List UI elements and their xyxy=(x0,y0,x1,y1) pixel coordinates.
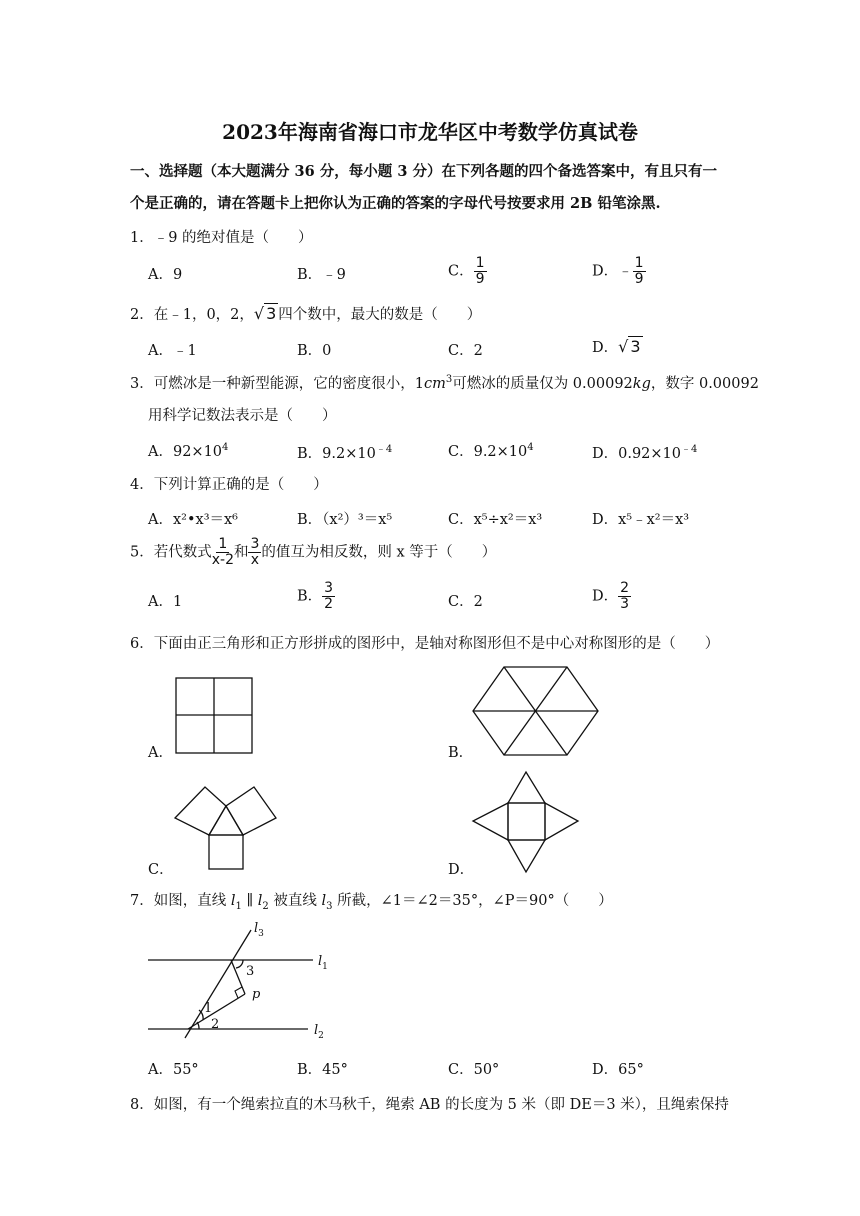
q4-option-b: B．（x²）³＝x⁵ xyxy=(297,512,393,528)
section-instructions-line2: 个是正确的，请在答题卡上把你认为正确的答案的字母代号按要求用 2B 铅笔涂黑. xyxy=(130,195,661,212)
q7-option-c: C．50° xyxy=(448,1062,500,1078)
question-6: 6．下面由正三角形和正方形拼成的图形中，是轴对称图形但不是中心对称图形的是（ ） xyxy=(130,636,720,652)
page-title: 2023年海南省海口市龙华区中考数学仿真试卷 xyxy=(222,120,638,144)
question-2: 2．在﹣1，0，2，√ 3 四个数中，最大的数是（ ） xyxy=(130,304,482,323)
q1-option-a: A．9 xyxy=(148,267,183,283)
q7-option-d: D．65° xyxy=(592,1062,644,1078)
question-5: 5．若代数式 $\frac{1}{x-2}$ 和 $\frac{3}{x}$ 的值互为相反数，则 x 等于（ ） xyxy=(130,536,497,568)
q6-option-c-label: C． xyxy=(148,862,174,878)
q7-label-p: p xyxy=(252,987,261,1002)
q2-option-d: D．√ 3 xyxy=(592,337,641,356)
q1-option-b: B．﹣9 xyxy=(297,267,346,283)
question-1: 1．﹣9 的绝对值是（ ） xyxy=(130,230,313,246)
q1-option-d: D．﹣ $\frac{1}{9}$ xyxy=(592,255,644,287)
q5-option-d: D． $\frac{2}{3}$ xyxy=(592,580,630,612)
q7-label-l1: $l_1$ xyxy=(318,954,328,972)
q6-option-b-label: B． xyxy=(448,745,474,761)
q4-option-a: A．x²•x³＝x⁶ xyxy=(148,512,238,528)
q2-option-a: A．﹣1 xyxy=(148,343,197,359)
question-3-line2: 用科学记数法表示是（ ） xyxy=(148,408,337,424)
question-7: 7．如图，直线 $l_1$ ∥ $l_2$ 被直线 $l_3$ 所截，∠1＝∠2＝35°，∠P＝90°（ ） xyxy=(130,893,613,912)
q7-label-angle3: 3 xyxy=(246,964,255,979)
q6-option-d-label: D． xyxy=(448,862,475,878)
q5-option-c: C．2 xyxy=(448,594,483,610)
q7-label-angle2: 2 xyxy=(211,1017,220,1032)
question-4: 4．下列计算正确的是（ ） xyxy=(130,477,328,493)
q7-label-angle1: 1 xyxy=(204,1001,213,1016)
q3-option-d: D．$0.92\times 10^{﹣4}$ xyxy=(592,444,698,462)
section-instructions-line1: 一、选择题（本大题满分 36 分，每小题 3 分）在下列各题的四个备选答案中，有且只有一 xyxy=(130,163,717,180)
q5-option-b: B． $\frac{3}{2}$ xyxy=(297,580,334,612)
q3-option-b: B．$9.2\times 10^{﹣4}$ xyxy=(297,444,393,462)
q6-option-a-label: A． xyxy=(148,745,173,761)
q1-option-c: C． $\frac{1}{9}$ xyxy=(448,255,485,287)
q5-option-a: A．1 xyxy=(148,594,183,610)
q7-option-a: A．55° xyxy=(148,1062,199,1078)
q4-option-c: C．x⁵÷x²＝x³ xyxy=(448,512,543,528)
q3-option-a: A．$92\times 10^4$ xyxy=(148,442,229,460)
q7-label-l2: $l_2$ xyxy=(314,1023,324,1041)
q3-option-c: C．$9.2\times 10^4$ xyxy=(448,442,534,460)
q7-option-b: B．45° xyxy=(297,1062,348,1078)
q7-label-l3: $l_3$ xyxy=(254,921,264,939)
q2-option-b: B．0 xyxy=(297,343,332,359)
question-3-line1: 3．可燃冰是一种新型能源，它的密度很小，$1cm^3$可燃冰的质量仅为 0.00092kg，数字 0.00092 xyxy=(130,374,759,392)
q2-option-c: C．2 xyxy=(448,343,483,359)
question-8: 8．如图，有一个绳索拉直的木马秋千，绳索 AB 的长度为 5 米（即 DE＝3 米），且绳索保持 xyxy=(130,1097,729,1113)
q4-option-d: D．x⁵﹣x²＝x³ xyxy=(592,512,690,528)
